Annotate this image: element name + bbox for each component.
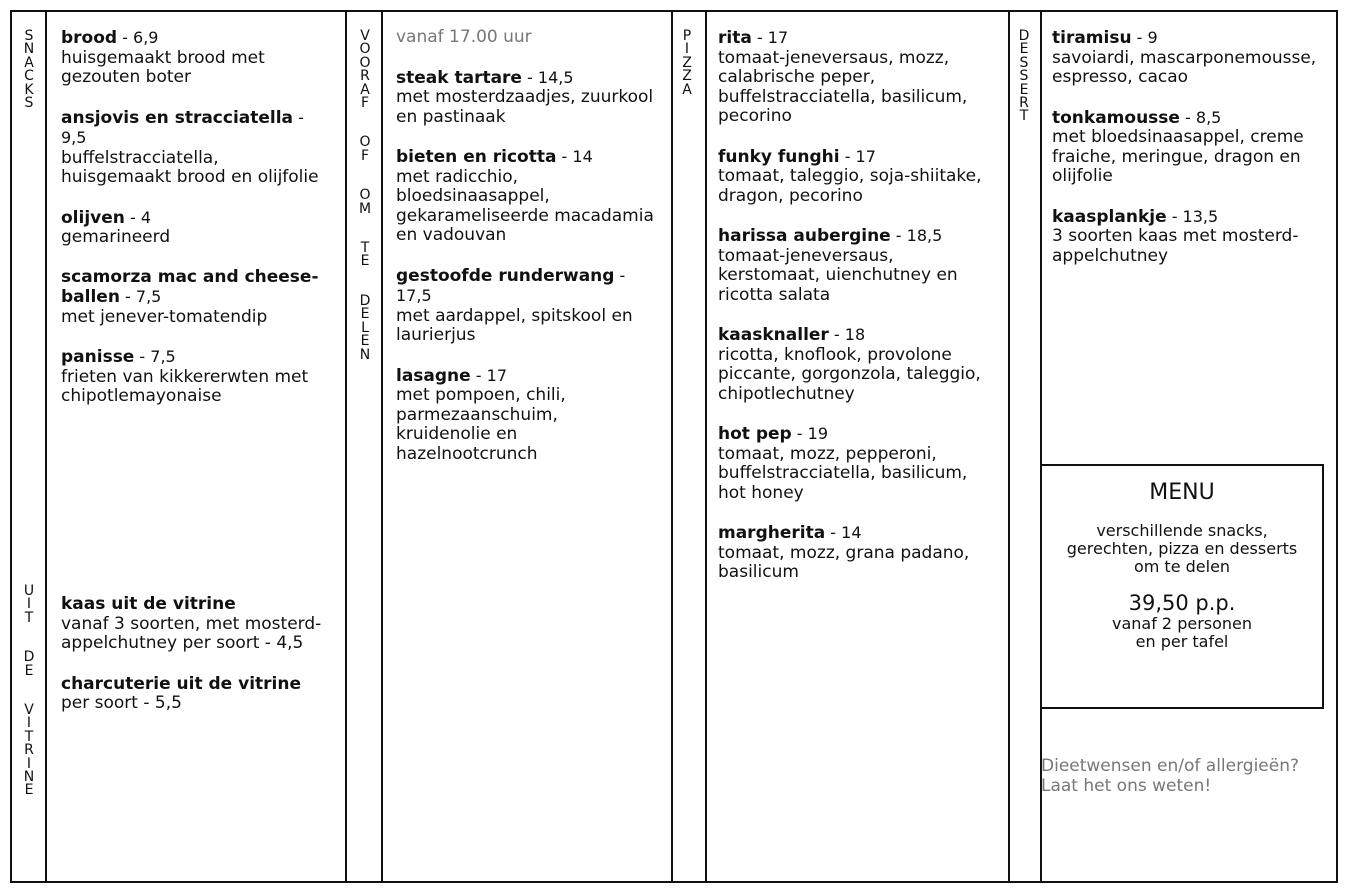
section-label-letter <box>14 678 44 704</box>
vitrine-column <box>61 594 333 734</box>
menu-item-name: scamorza mac and cheese-ballen <box>61 266 319 307</box>
menu-item-description: savoiardi, mascarponemousse, espresso, cacao <box>1052 47 1317 87</box>
menu-item-name: panisse <box>61 347 135 367</box>
menu-item-description: buffelstracciatella, huisgemaakt brood en olijfolie <box>61 147 319 187</box>
menu-item-description: met bloedsinaasappel, creme fraiche, meringue, dragon en olijfolie <box>1052 127 1304 186</box>
section-label-letter: A <box>24 54 34 71</box>
snacks-list <box>61 28 333 407</box>
section-label-uit-de-vitrine <box>14 585 44 798</box>
menu-item-description: met pompoen, chili, parmezaanschuim, kruidenolie en hazelnootcrunch <box>396 385 566 464</box>
section-label-letter <box>350 216 380 242</box>
menu-item-header <box>61 108 333 149</box>
menu-item-name: tiramisu <box>1052 28 1132 48</box>
divider <box>1040 12 1042 881</box>
section-label-letter: I <box>26 715 32 732</box>
menu-item-header <box>718 424 996 445</box>
menu-item-price: - 4 <box>124 207 151 227</box>
section-label-letter <box>14 625 44 651</box>
allergy-note: Dieetwensen en/of allergieën? Laat het ons weten! <box>1041 756 1300 796</box>
voraf-list <box>396 68 654 465</box>
menu-item-header <box>718 147 996 168</box>
menu-item-description: tomaat-jeneversaus, kerstomaat, uienchutney en ricotta salata <box>718 245 958 305</box>
section-label-letter: E <box>1019 41 1029 58</box>
section-label-letter: U <box>23 583 35 599</box>
menu-item-price: - 17,5 <box>396 265 626 305</box>
menu-item <box>61 28 333 88</box>
section-label-letter: V <box>360 28 370 44</box>
section-label-letter: Z <box>682 68 692 85</box>
voraf-column <box>396 28 654 484</box>
section-label-letter: I <box>26 755 32 772</box>
section-label-letter: S <box>1019 68 1029 85</box>
menu-item-name: gestoofde runderwang <box>396 265 615 286</box>
menu-item <box>1052 207 1324 267</box>
section-label-letter: E <box>24 662 34 679</box>
menu-item-name: steak tartare <box>396 67 522 88</box>
menu-item-price: - 18,5 <box>890 226 943 245</box>
menu-item-header <box>1052 207 1324 228</box>
set-menu-description: verschillende snacks, gerechten, pizza en desserts om te delen <box>1066 521 1298 576</box>
menu-item <box>1052 108 1324 187</box>
menu-item <box>396 68 654 128</box>
menu-item-price: - 17 <box>839 146 876 166</box>
menu-item-header <box>1052 28 1324 49</box>
menu-item-description: vanaf 3 soorten, met mosterd-appelchutney per soort - 4,5 <box>61 613 322 653</box>
section-label-letter: S <box>24 28 34 44</box>
section-label-letter: N <box>23 769 35 786</box>
menu-item-description: met mosterdzaadjes, zuurkool en pastinaak <box>396 87 654 127</box>
divider <box>1008 12 1010 881</box>
section-label-letter: A <box>360 81 370 98</box>
menu-item-header <box>718 28 996 49</box>
section-label-pizza <box>672 30 702 97</box>
menu-item <box>1052 28 1324 88</box>
menu-item-description: ricotta, knoflook, provolone piccante, gorgonzola, taleggio, chipotlechutney <box>718 344 981 404</box>
menu-item <box>61 347 333 407</box>
section-label-letter: O <box>359 54 371 71</box>
section-label-letter: T <box>360 240 370 257</box>
menu-item-price: - 17 <box>470 365 508 385</box>
menu-item-header <box>61 674 333 695</box>
menu-item-header <box>61 594 333 615</box>
snacks-column <box>61 28 333 427</box>
section-label-letter: E <box>24 782 34 799</box>
menu-item-description: tomaat, mozz, pepperoni, buffelstracciatella, basilicum, hot honey <box>718 443 968 503</box>
menu-item-header <box>61 208 333 229</box>
menu-item-header <box>1052 108 1324 129</box>
menu-item-price: - 17 <box>751 28 789 47</box>
section-label-letter <box>350 269 380 295</box>
menu-item-price: - 19 <box>791 424 829 443</box>
menu-item <box>718 28 996 127</box>
section-label-letter: R <box>1019 95 1029 112</box>
set-menu-note: vanaf 2 personen en per tafel <box>1111 614 1253 651</box>
menu-item-name: harissa aubergine <box>718 226 891 246</box>
section-label-letter <box>350 163 380 189</box>
section-label-letter: E <box>360 253 370 270</box>
menu-item-price: - 18 <box>828 325 866 344</box>
section-label-letter: D <box>23 649 35 666</box>
menu-item-name: hot pep <box>718 424 792 444</box>
dessert-list <box>1052 28 1324 266</box>
menu-item <box>61 208 333 248</box>
menu-item-description: met aardappel, spitskool en laurierjus <box>396 305 633 345</box>
section-label-letter: E <box>360 333 370 350</box>
menu-item-description: frieten van kikkererwten met chipotlemayonaise <box>61 366 309 406</box>
menu-item <box>61 594 333 654</box>
section-label-letter: I <box>26 596 32 613</box>
menu-item-price: - 8,5 <box>1179 107 1222 127</box>
menu-item-price: - 7,5 <box>134 347 176 366</box>
menu-item <box>396 147 654 246</box>
menu-item <box>61 268 333 328</box>
section-label-letter: A <box>682 81 692 98</box>
menu-item-description: met jenever-tomatendip <box>61 306 268 327</box>
menu-item-name: kaasknaller <box>718 325 829 345</box>
menu-item-header <box>396 366 654 387</box>
section-label-letter: O <box>359 41 371 58</box>
menu-item-name: brood <box>61 28 118 48</box>
section-label-letter <box>350 110 380 136</box>
section-label-letter: L <box>361 319 369 336</box>
section-label-letter: K <box>24 81 34 98</box>
dessert-column <box>1052 28 1324 286</box>
menu-item-price: - 13,5 <box>1166 206 1219 226</box>
menu-item-price: - 14 <box>825 523 862 542</box>
menu-item-name: olijven <box>61 207 125 228</box>
section-label-voraf <box>350 30 380 362</box>
menu-item <box>396 366 654 465</box>
divider <box>671 12 673 881</box>
menu-item-description: per soort - 5,5 <box>61 693 182 713</box>
section-label-letter: F <box>360 147 370 164</box>
menu-item-name: funky funghi <box>718 146 840 167</box>
menu-item-description: 3 soorten kaas met mosterd-appelchutney <box>1052 226 1299 266</box>
menu-item <box>718 523 996 583</box>
menu-item-header <box>61 268 333 308</box>
section-label-letter: I <box>684 41 690 58</box>
divider <box>345 12 347 881</box>
section-label-letter: D <box>359 292 371 309</box>
menu-item-price: - 14,5 <box>521 67 574 87</box>
section-label-letter: O <box>359 134 371 151</box>
section-label-letter: E <box>360 306 370 323</box>
menu-item-price: - 7,5 <box>119 287 162 306</box>
menu-item-name: tonkamousse <box>1052 107 1180 128</box>
section-label-letter: M <box>358 200 372 217</box>
pizza-column <box>718 28 996 603</box>
section-label-letter: N <box>23 41 35 58</box>
menu-item-header <box>61 347 333 368</box>
section-label-letter: R <box>360 68 370 85</box>
section-label-letter: S <box>24 95 34 112</box>
menu-item-name: bieten en ricotta <box>396 147 557 167</box>
menu-item-header <box>718 523 996 544</box>
divider <box>381 12 383 881</box>
menu-item-header <box>396 68 654 89</box>
section-label-letter: T <box>24 728 34 745</box>
menu-item <box>61 108 333 188</box>
menu-item-header <box>396 147 654 168</box>
menu-item <box>718 147 996 207</box>
menu-item-name: lasagne <box>396 365 471 386</box>
set-menu-box <box>1040 464 1324 709</box>
section-label-letter: D <box>1018 28 1030 44</box>
menu-item-name: margherita <box>718 523 826 543</box>
menu-item-description: huisgemaakt brood met gezouten boter <box>61 47 265 87</box>
section-label-letter: C <box>24 68 34 85</box>
menu-item-name: kaas uit de vitrine <box>61 594 236 614</box>
menu-item-description: tomaat, taleggio, soja-shiitake, dragon, pecorino <box>718 166 982 206</box>
menu-item-description: met radicchio, bloedsinaasappel, gekarameliseerde macadamia en vadouvan <box>396 166 654 245</box>
menu-item <box>396 266 654 346</box>
menu-item-header <box>718 226 996 247</box>
set-menu-title: MENU <box>1149 480 1215 505</box>
menu-item <box>718 424 996 503</box>
section-label-snacks <box>14 30 44 110</box>
menu-item-header <box>718 325 996 346</box>
menu-item-description: tomaat-jeneversaus, mozz, calabrische peper, buffelstracciatella, basilicum, pecorino <box>718 47 968 126</box>
section-label-letter: R <box>24 742 34 759</box>
menu-item-description: gemarineerd <box>61 227 171 247</box>
section-label-letter: V <box>24 702 34 719</box>
section-label-letter: S <box>1019 54 1029 71</box>
section-label-letter: P <box>682 28 692 44</box>
menu-item-name: ansjovis en stracciatella <box>61 107 294 128</box>
section-label-letter: T <box>24 609 34 626</box>
section-label-dessert <box>1009 30 1039 124</box>
divider <box>705 12 707 881</box>
menu-item <box>718 226 996 305</box>
divider <box>45 12 47 881</box>
section-label-letter: N <box>359 346 371 363</box>
section-label-letter: E <box>1019 81 1029 98</box>
section-label-letter: F <box>360 95 370 112</box>
menu-item-description: tomaat, mozz, grana padano, basilicum <box>718 542 970 582</box>
vitrine-list <box>61 594 333 714</box>
menu-item-header <box>61 28 333 49</box>
menu-item-price: - 14 <box>556 147 593 166</box>
section-label-letter: T <box>1019 108 1029 125</box>
section-label-letter: O <box>359 187 371 204</box>
menu-item-price: - 9,5 <box>61 107 304 147</box>
voraf-time: vanaf 17.00 uur <box>396 27 532 47</box>
section-label-letter: Z <box>682 54 692 71</box>
menu-item-price: - 6,9 <box>117 28 159 47</box>
menu-item-header <box>396 266 654 307</box>
menu-item-price: - 9 <box>1131 28 1158 47</box>
pizza-list <box>718 28 996 583</box>
menu-item-name: kaasplankje <box>1052 206 1167 227</box>
menu-item-name: rita <box>718 28 752 48</box>
set-menu-price: 39,50 p.p. <box>1128 591 1236 615</box>
menu-item-name: charcuterie uit de vitrine <box>61 673 302 694</box>
menu-item <box>61 674 333 714</box>
menu-item <box>718 325 996 404</box>
